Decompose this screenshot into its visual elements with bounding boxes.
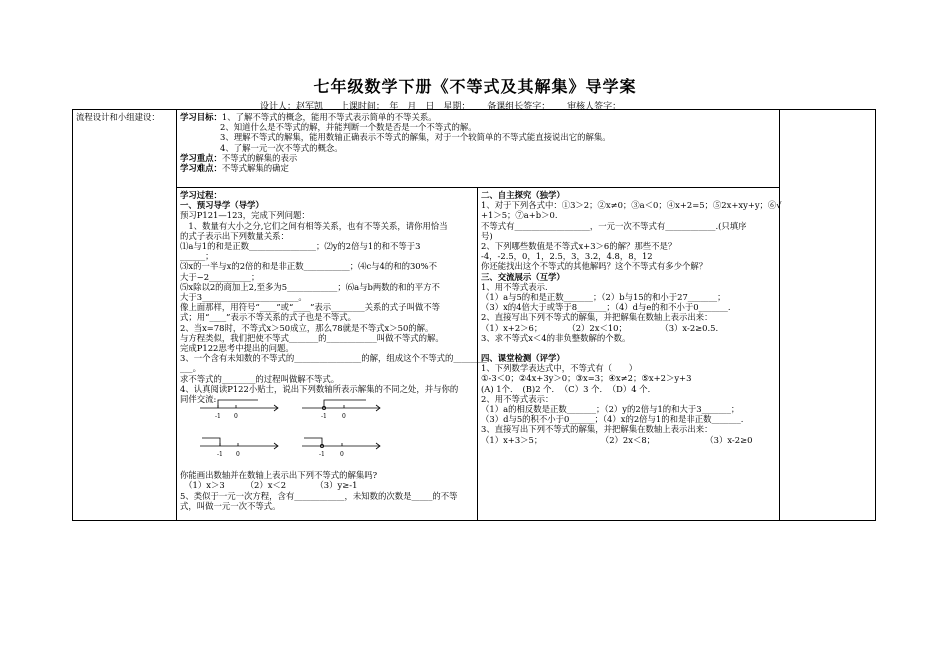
goals-cell: [180, 112, 775, 173]
tick-label: 0: [234, 413, 238, 420]
text-line: ______；: [180, 251, 214, 262]
class-time: 上课时间： 年 月 日 星期：: [339, 102, 471, 112]
text-line: ⑸x除以2的商加上2,至多为5____________；⑹a与b两数的和的平方不: [180, 281, 440, 292]
section-heading: 三、交流展示（互学）: [481, 271, 565, 282]
text-line: 1、用不等式表示.: [481, 281, 548, 292]
text-line: 5、类似于一元一次方程，含有____________，未知数的次数是_____的不等: [180, 490, 458, 501]
text-line: 大于−2__________；: [180, 271, 260, 282]
text-line: （1）x＞3 （2）x＜2 （3）y≥-1: [180, 480, 358, 491]
col-divider-3: [779, 109, 780, 521]
section-heading: 四、课堂检测（评学）: [481, 353, 565, 364]
process-heading: 学习过程：: [180, 190, 222, 200]
text-line: 不等式有__________________，一元一次不等式有____________.(只填序: [481, 220, 747, 231]
text-line: 3、直接写出下列不等式的解集，并把解集在数轴上表示出来：: [481, 424, 713, 435]
goal-item: 2、知道什么是不等式的解，并能判断一个数是否是一个不等式的解。: [220, 122, 477, 133]
text-line: ⑶x的一半与x的2倍的和是非正数___________；⑷c与4的和的30%不: [180, 261, 437, 272]
text-line: 与方程类似，我们把使不等式_______的____________叫做不等式的解。: [180, 332, 444, 343]
number-line-4: [300, 436, 382, 458]
text-line: 3、一个含有未知数的不等式的________________的解，组成这个不等式的________: [180, 353, 487, 364]
text-line: 2、当x=78时，不等式x＞50成立，那么78就是不等式x＞50的解。: [180, 322, 434, 333]
spacer-line: [481, 343, 776, 353]
text-line: 2、直接写出下列不等式的解集，并把解集在数轴上表示出来：: [481, 312, 713, 323]
goal-item: 3、理解不等式的解集，能用数轴正确表示不等式的解集，对于一个较简单的不等式能直接说出它的解集。: [220, 132, 611, 143]
number-line-1: [198, 398, 280, 420]
designer: 设计人：赵军凯: [260, 102, 324, 112]
text-line: （1）x+3＞5； （2）2x＜8； （3）x-2≥0: [481, 434, 753, 445]
text-line: 求不等式的________的过程叫做解不等式。: [180, 373, 340, 384]
tick-label: 0: [236, 451, 240, 458]
key-label: 学习重点：: [180, 152, 222, 163]
text-line: 2、用不等式表示：: [481, 393, 554, 404]
text-line: 像上面那样，用符号“____”或“____”表示________关系的式子叫做不等: [180, 302, 440, 313]
text-line: 的式子表示出下列数量关系：: [180, 230, 289, 241]
number-line-3-svg: [198, 436, 280, 458]
key-text: 不等式的解集的表示: [221, 152, 298, 163]
text-line: 完成P122思考中提出的问题。: [180, 343, 294, 354]
row-divider: [176, 187, 779, 188]
leader-sign: 备课组长签字：: [487, 102, 551, 112]
text-line: （1）a的相反数是正数_______；（2）y的2倍与1的和大于3_______；: [481, 404, 740, 415]
number-line-3: [198, 436, 280, 458]
goal-item: 4、了解一元一次不等式的概念。: [220, 142, 343, 153]
text-line: 式；用“____”表示不等关系的式子也是不等式。: [180, 312, 357, 323]
text-line: 1、数量有大小之分,它们之间有相等关系，也有不等关系，请你用恰当: [180, 220, 448, 231]
text-line: -4，-2.5，0，1，2.5，3，3.2，4.8，8，12: [481, 251, 653, 262]
goals-label: 学习目标：: [180, 112, 222, 122]
tick-label: -1: [319, 451, 325, 458]
text-line: 同伴交流:: [180, 394, 217, 405]
col-divider-1: [176, 109, 177, 521]
reviewer-sign: 审核人签字：: [567, 102, 622, 112]
text-line: (A) 1个． (B)2 个． （C）3 个． （D）4 个．: [481, 383, 657, 394]
goal-item: 1、了解不等式的概念，能用不等式表示简单的不等关系。: [221, 112, 437, 122]
number-line-1-svg: [198, 398, 280, 420]
text-line: （3）x的4倍大于或等于8_______；（4）d与e的和不小于0_______.: [481, 302, 731, 313]
number-line-2: [300, 398, 382, 420]
text-line: 3、求不等式x＜4的非负整数解的个数。: [481, 332, 631, 343]
left-label: 流程设计和小组建设：: [76, 112, 160, 122]
tick-label: -1: [321, 413, 327, 420]
text-line: （3）d与5的积不小于0______；（4）x的2倍与1的和是非正数_______.: [481, 414, 744, 425]
process-cell: [180, 190, 487, 511]
text-line: 1、对于下列各式中：①3＞2；②x≠0；③a＜0；④x+2=5；⑤2x+xy+y；⑥√: [481, 200, 782, 211]
text-line: 1、下列数学表达式中，不等式有（ ）: [481, 363, 638, 374]
number-line-4-svg: [300, 436, 382, 458]
text-line: 你能画出数轴并在数轴上表示出下列不等式的解集吗?: [180, 470, 378, 481]
text-line: +1＞5；⑦a+b＞0.: [481, 210, 558, 221]
hard-text: 不等式解集的确定: [221, 163, 289, 174]
text-line: 预习P121—123，完成下列问题：: [180, 210, 310, 221]
text-line: 式，叫做一元一次不等式。: [180, 500, 281, 511]
explore-cell: [481, 190, 782, 445]
text-line: （1）a与5的和是正数_______；（2）b与15的和小于27_______；: [481, 292, 726, 303]
tick-label: -1: [215, 413, 221, 420]
text-line: 4、认真阅读P122小贴士，说出下列数轴所表示解集的不同之处，并与你的: [180, 383, 459, 394]
text-line: ⑴a与1的和是正数________________；⑵y的2倍与1的和不等于3: [180, 241, 421, 252]
section-heading: 二、自主探究（独学）: [481, 190, 565, 200]
page-title: 七年级数学下册《不等式及其解集》导学案: [313, 77, 637, 96]
text-line: 你还能找出这个不等式的其他解吗？这个不等式有多少个解？: [481, 261, 708, 272]
text-line: 大于3_______________________。: [180, 292, 307, 303]
text-line: ①-3＜0；②4x+3y＞0；③x=3；④x≠2；⑤x+2＞y+3: [481, 373, 692, 384]
text-line: 2、下列哪些数值是不等式x+3＞6的解？那些不是？: [481, 241, 677, 252]
section-heading: 一、预习导学（导学）: [180, 200, 264, 211]
number-line-2-svg: [300, 398, 382, 420]
tick-label: 0: [340, 451, 344, 458]
tick-label: 0: [342, 413, 346, 420]
text-line: （1）x+2＞6； （2）2x＜10； （3）x-2≥0.5.: [481, 322, 719, 333]
text-line: ___。: [180, 363, 201, 374]
hard-label: 学习难点：: [180, 163, 222, 174]
tick-label: -1: [217, 451, 223, 458]
text-line: 号): [481, 230, 493, 241]
